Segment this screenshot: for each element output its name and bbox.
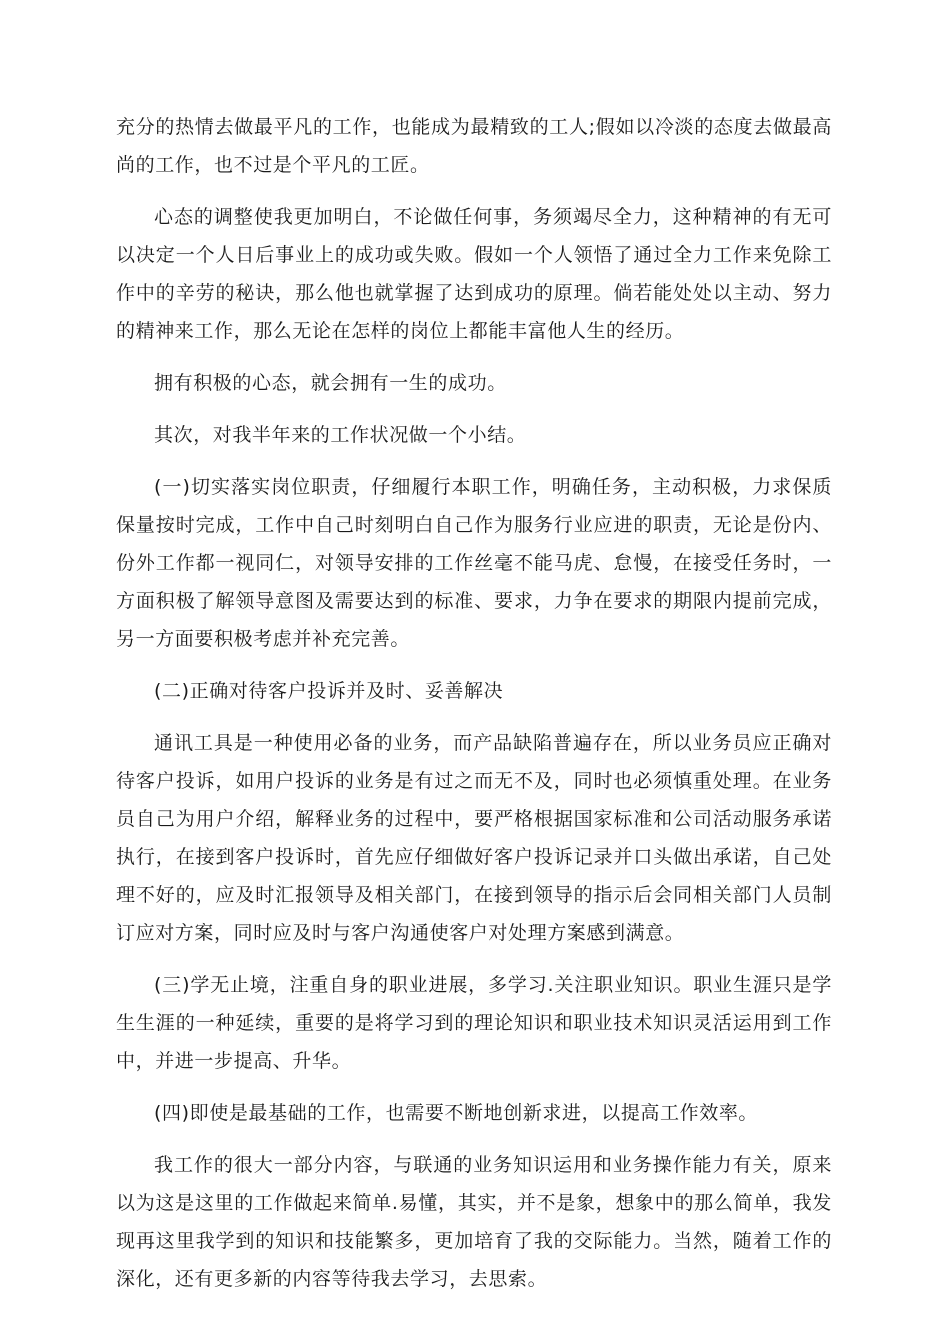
paragraph-section-4-heading: (四)即使是最基础的工作，也需要不断地创新求进，以提高工作效率。 (154, 1102, 759, 1124)
paragraph-section-3: (三)学无止境，注重自身的职业进展，多学习.关注职业知识。职业生涯只是学生生涯的一种延续，重要的是将学习到的理论知识和职业技术知识灵活运用到工作中，并进一步提高、升华。 (116, 974, 832, 1072)
document-body (116, 108, 832, 1312)
paragraph-section-1: (一)切实落实岗位职责，仔细履行本职工作，明确任务，主动积极，力求保质保量按时完成，工作中自己时刻明白自己作为服务行业应进的职责，无论是份内、份外工作都一视同仁，对领导安排的工作丝毫不能马虎、怠慢，在接受任务时，一方面积极了解领导意图及需要达到的标准、要求，力争在要求的期限内提前完成，另一方面要积极考虑并补充完善。 (116, 476, 832, 650)
paragraph-continuation: 充分的热情去做最平凡的工作，也能成为最精致的工人;假如以冷淡的态度去做最高尚的工作，也不过是个平凡的工匠。 (116, 116, 832, 176)
paragraph-mindset-adjustment: 心态的调整使我更加明白，不论做任何事，务须竭尽全力，这种精神的有无可以决定一个人日后事业上的成功或失败。假如一个人领悟了通过全力工作来免除工作中的辛劳的秘诀，那么他也就掌握了达到成功的原理。倘若能处处以主动、努力的精神来工作，那么无论在怎样的岗位上都能丰富他人生的经历。 (116, 206, 832, 342)
paragraph-positive-attitude: 拥有积极的心态，就会拥有一生的成功。 (154, 372, 507, 394)
paragraph-section-4-body: 我工作的很大一部分内容，与联通的业务知识运用和业务操作能力有关，原来以为这是这里的工作做起来简单.易懂，其实，并不是象，想象中的那么简单，我发现再这里我学到的知识和技能繁多，更加培育了我的交际能力。当然，随着工作的深化，还有更多新的内容等待我去学习，去思索。 (116, 1154, 832, 1290)
paragraph-summary-intro: 其次，对我半年来的工作状况做一个小结。 (154, 424, 527, 446)
paragraph-section-2-heading: (二)正确对待客户投诉并及时、妥善解决 (154, 680, 504, 702)
paragraph-section-2-body: 通讯工具是一种使用必备的业务，而产品缺陷普遍存在，所以业务员应正确对待客户投诉，如用户投诉的业务是有过之而无不及，同时也必须慎重处理。在业务员自己为用户介绍，解释业务的过程中，要严格根据国家标准和公司活动服务承诺执行，在接到客户投诉时，首先应仔细做好客户投诉记录并口头做出承诺，自己处理不好的，应及时汇报领导及相关部门，在接到领导的指示后会同相关部门人员制订应对方案，同时应及时与客户沟通使客户对处理方案感到满意。 (116, 732, 832, 944)
